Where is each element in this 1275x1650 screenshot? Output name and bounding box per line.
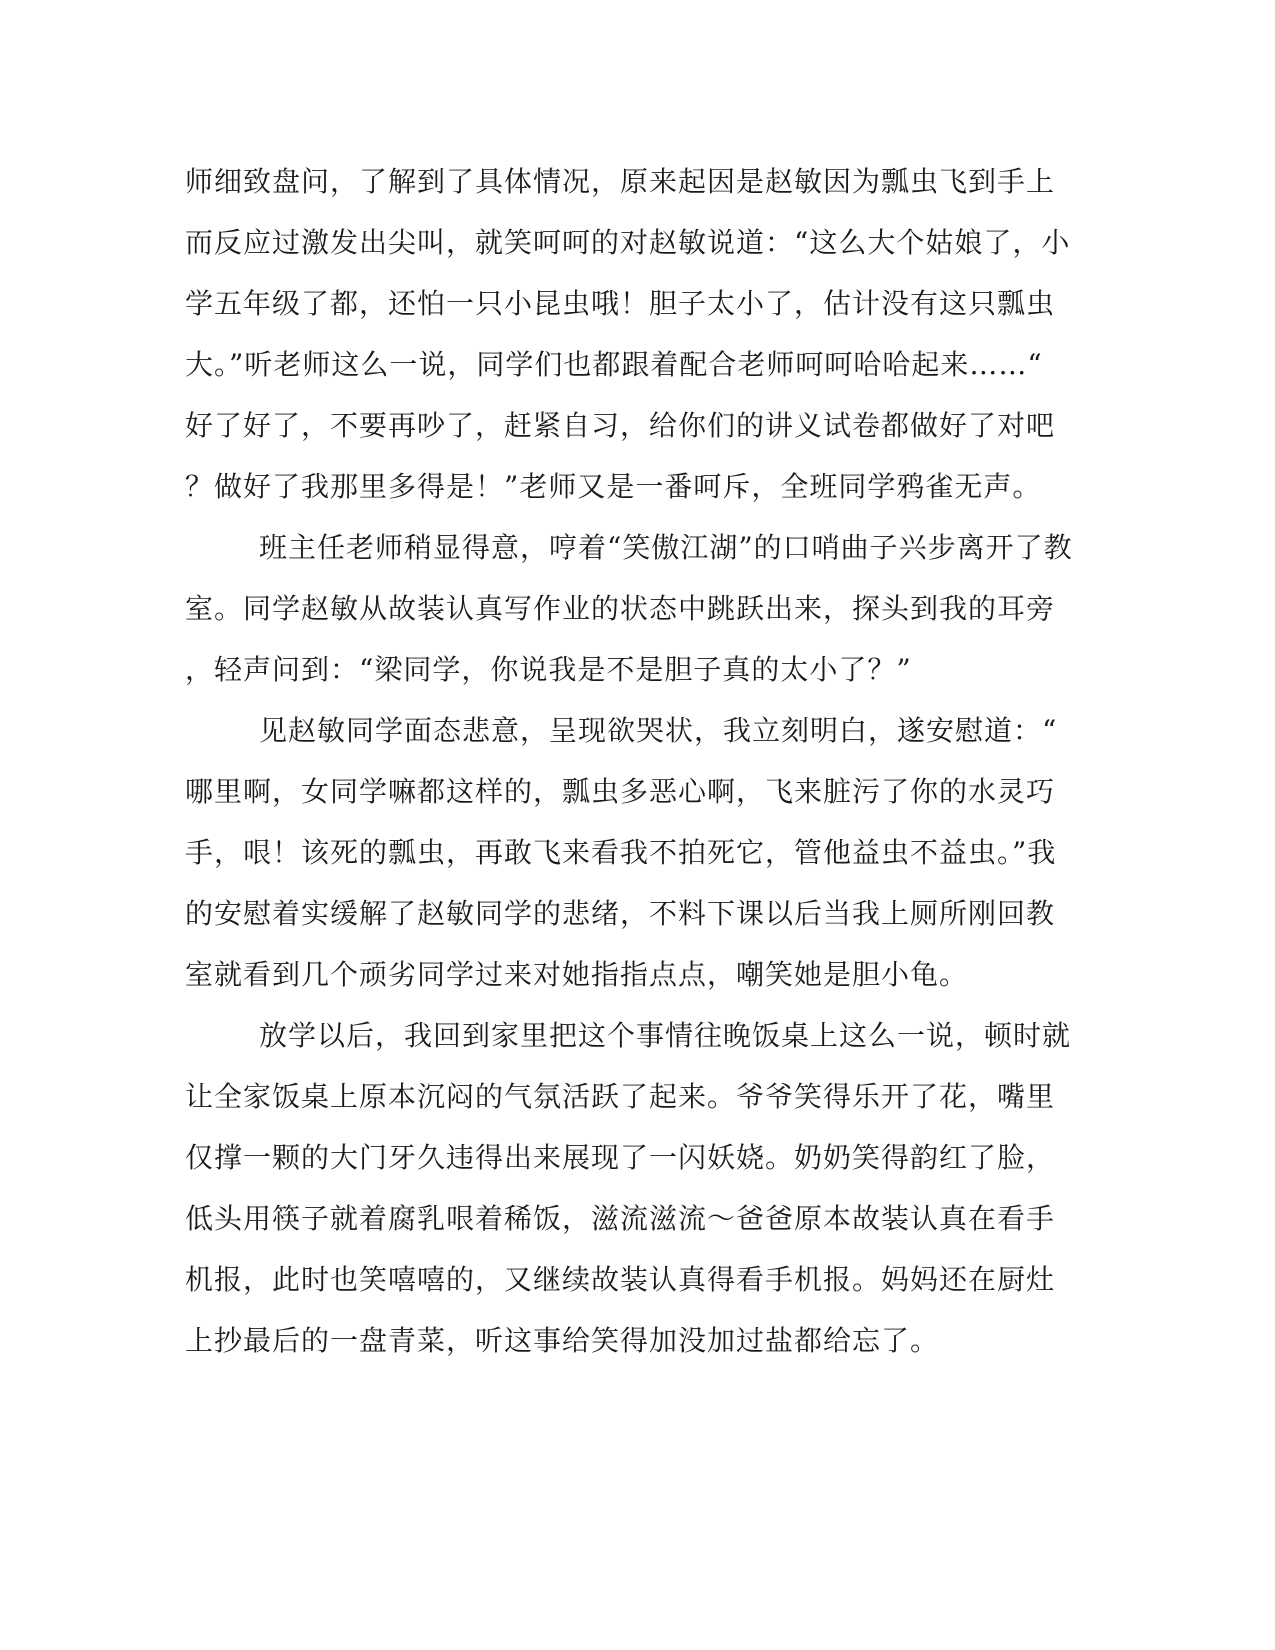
- text-line: 室就看到几个顽劣同学过来对她指指点点，嘲笑她是胆小龟。: [185, 958, 969, 991]
- text-line: 室。同学赵敏从故装认真写作业的状态中跳跃出来，探头到我的耳旁: [185, 592, 1056, 625]
- text-line: 低头用筷子就着腐乳哏着稀饭，滋流滋流～爸爸原本故装认真在看手: [185, 1202, 1056, 1235]
- text-line: ？做好了我那里多得是！”老师又是一番呵斥，全班同学鸦雀无声。: [185, 470, 1042, 503]
- paragraph-start-line: 放学以后，我回到家里把这个事情往晚饭桌上这么一说，顿时就: [259, 1019, 1072, 1052]
- text-line: 大。”听老师这么一说，同学们也都跟着配合老师呵呵哈哈起来……“: [185, 348, 1043, 381]
- text-line: 学五年级了都，还怕一只小昆虫哦！胆子太小了，估计没有这只瓢虫: [185, 287, 1056, 320]
- text-line: 仅撑一颗的大门牙久违得出来展现了一闪妖娆。奶奶笑得韵红了脸，: [185, 1141, 1056, 1174]
- text-line: 师细致盘问，了解到了具体情况，原来起因是赵敏因为瓢虫飞到手上: [185, 165, 1056, 198]
- text-line: 而反应过激发出尖叫，就笑呵呵的对赵敏说道：“这么大个姑娘了，小: [185, 226, 1071, 259]
- body-text: [185, 162, 1085, 1382]
- text-line: 好了好了，不要再吵了，赶紧自习，给你们的讲义试卷都做好了对吧: [185, 409, 1056, 442]
- paragraph-start-line: 见赵敏同学面态悲意，呈现欲哭状，我立刻明白，遂安慰道：“: [259, 714, 1058, 747]
- text-line: 机报，此时也笑嘻嘻的，又继续故装认真得看手机报。妈妈还在厨灶: [185, 1263, 1056, 1296]
- text-line: 的安慰着实缓解了赵敏同学的悲绪，不料下课以后当我上厕所刚回教: [185, 897, 1056, 930]
- paragraph-start-line: 班主任老师稍显得意，哼着“笑傲江湖”的口哨曲子兴步离开了教: [259, 531, 1073, 564]
- text-line: 哪里啊，女同学嘛都这样的，瓢虫多恶心啊，飞来脏污了你的水灵巧: [185, 775, 1056, 808]
- text-line: 手，哏！该死的瓢虫，再敢飞来看我不拍死它，管他益虫不益虫。”我: [185, 836, 1057, 869]
- text-line: 让全家饭桌上原本沉闷的气氛活跃了起来。爷爷笑得乐开了花，嘴里: [185, 1080, 1056, 1113]
- text-line: 上抄最后的一盘青菜，听这事给笑得加没加过盐都给忘了。: [185, 1324, 940, 1357]
- text-line: ，轻声问到：“梁同学，你说我是不是胆子真的太小了？”: [185, 653, 912, 686]
